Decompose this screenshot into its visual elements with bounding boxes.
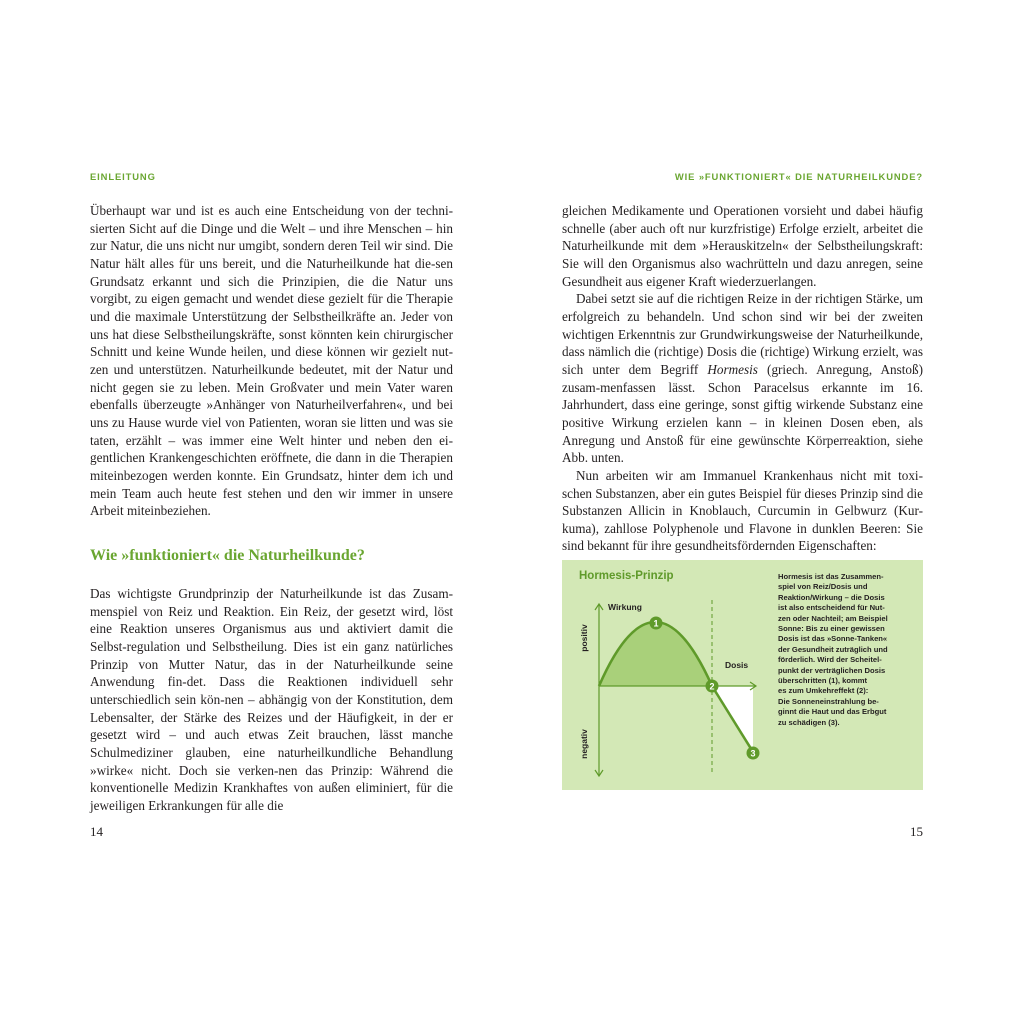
section-heading: Wie »funktioniert« die Naturheilkunde? — [90, 547, 365, 564]
right-text-column — [562, 202, 923, 555]
text-line: nen – abhängig von der Konstitution, dem Lebensalter, der Stärke — [90, 691, 453, 725]
text-line: gleichen Medikamente und Operationen vorsieht und dabei häufig — [562, 203, 923, 218]
text-line: etwas Zeit brauchen, lässt manche Schulmediziner glauben, eine — [90, 727, 454, 760]
text-line: ebenfalls überzeugte »Anhänger von Naturheilverfahren«, und bei — [90, 397, 453, 413]
text-line: Gesundheit aus eigener Kraft wiederzuerlangen. — [562, 273, 817, 289]
text-line: det. Dass die Reaktionen individuell sehr unterschiedlich sein kön- — [90, 674, 453, 707]
text-line: schen Substanzen, aber ein gutes Beispiel für dieses Prinzip sind — [562, 485, 904, 501]
left-paragraph-1 — [90, 202, 453, 520]
text-fragment: sich unter dem Begriff — [562, 361, 708, 377]
caption-line: Sonne: Bis zu einer gewissen — [778, 624, 885, 634]
text-line: uns hat diese Selbstheilungskräfte, sonst könnten kein chirurgischer — [90, 326, 453, 342]
text-line: regulation und Selbstheilung. Dies ist ein ganz natürliches Prinzip — [90, 638, 453, 672]
text-line: Naturheilkunde mit dem »Herauskitzeln« der Selbstheilungskraft: — [562, 238, 923, 254]
text-line: nen das Prinzip: Während die konventionelle Medizin Krankhaftes — [90, 762, 453, 796]
text-line: Schnitt und keine Wunde heilen, und diese können wir gezielt nut- — [90, 344, 453, 360]
figure-title: Hormesis-Prinzip — [579, 570, 674, 582]
text-line: nicht gegen sie zu leben. Mein Großvater und mein Vater waren — [90, 379, 453, 395]
text-line: Arbeit miteinbeziehen. — [90, 503, 211, 519]
caption-line: der Gesundheit zuträglich und — [778, 644, 888, 654]
caption-line: es zum Umkehreffekt (2): — [778, 686, 869, 696]
text-fragment: Hormesis — [707, 361, 758, 377]
caption-line: ist also entscheidend für Nut- — [778, 603, 885, 613]
text-line: des Reizes und der Häufigkeit, in der er gesetzt wird – und auch — [90, 709, 454, 743]
running-head-left: EINLEITUNG — [90, 171, 156, 182]
text-line: Sie will den Organismus also wachrütteln und dazu anregen, seine — [562, 255, 923, 271]
running-head-right: WIE »FUNKTIONIERT« DIE NATURHEILKUNDE? — [674, 171, 923, 182]
text-line: uns zu Hause wurde viel von Patienten, woran sie litten und was — [90, 414, 435, 430]
caption-line: überschritten (1), kommt — [778, 676, 868, 686]
text-line: Das wichtigste Grundprinzip der Naturheilkunde ist das Zusam- — [90, 586, 453, 601]
text-line: Reaktion unseres Organismus aus und aktiviert damit die Selbst- — [90, 621, 454, 654]
text-line: kuma), zahllose Polyphenole und Flavone in dunklen Beeren: Sie — [562, 520, 923, 536]
page-number-left: 14 — [90, 824, 103, 839]
text-line: und die maximale Unterstützung der Selbstheilkräfte an. Jeder von — [90, 308, 453, 324]
text-line: schnelle (aber auch oft nur kurzfristige) Erfolge erzielt, arbeitet die — [562, 220, 923, 236]
text-line: menfassen lässt. Schon Paracelsus erkannte im 16. Jahrhundert, dass — [562, 379, 923, 413]
label-negativ: negativ — [579, 729, 589, 759]
left-paragraph-2 — [90, 585, 453, 815]
text-line: Die Natur hält alles für uns bereit, und die Naturheilkunde hat die- — [90, 238, 454, 271]
caption-line: Reaktion/Wirkung – die Dosis — [778, 592, 885, 602]
text-line: wichtigen Erkenntnis zur Grundwirkungsweise der Naturheilkunde, — [562, 326, 923, 342]
text-line: menspiel von Reiz und Reaktion. Ein Reiz, der gesetzt wird, löst eine — [90, 603, 453, 637]
label-wirkung: Wirkung — [608, 602, 642, 612]
text-line: sierten Sicht auf die Dinge und die Welt – und ihre Menschen – hin — [90, 220, 453, 236]
text-line: sen Grundsatz erkannt und sich die Prinzipien, die die Natur uns — [90, 255, 453, 289]
right-paragraph-3 — [562, 467, 923, 555]
caption-line: förderlich. Wird der Scheitel- — [778, 655, 882, 665]
text-line: vorgibt, zu eigen gemacht und wendet diese gezielt für die Therapie — [90, 291, 453, 307]
marker-2-label: 2 — [709, 681, 715, 692]
text-line: die Substanzen Allicin in Knoblauch, Curcumin in Gelbwurz (Kur- — [562, 485, 924, 519]
right-paragraph-1 — [562, 202, 923, 290]
text-line: erzielen kann – in kleinen Dosen eben, als Anregung und Anstoß — [562, 414, 923, 448]
label-dosis: Dosis — [725, 660, 749, 670]
caption-line: Die Sonneneinstrahlung be- — [778, 696, 879, 706]
text-line: zur Natur, die uns nicht nur umgibt, sondern deren Teil wir sind. — [90, 238, 431, 254]
page-number-right: 15 — [910, 824, 923, 839]
caption-line: Dosis ist das »Sonne-Tanken« — [778, 634, 888, 644]
text-line: Dabei setzt sie auf die richtigen Reize in der richtigen Stärke, — [576, 291, 903, 307]
text-fragment: (griech. Anregung, Anstoß) zusam- — [562, 361, 923, 395]
caption-line: spiel von Reiz/Dosis und — [778, 582, 868, 592]
figure-caption — [778, 572, 918, 728]
right-paragraph-2 — [562, 290, 923, 467]
caption-line: Hormesis ist das Zusammen- — [778, 572, 884, 581]
caption-line: zu schädigen (3). — [778, 717, 840, 727]
text-line: sie taten, erzählt – was immer eine Welt hinter und neben den ei- — [90, 414, 453, 448]
hormesis-chart — [562, 560, 782, 790]
text-line: miteinbezogen werden konnte. Ein Grundsatz, hinter dem ich und — [90, 467, 453, 483]
text-line: dass nämlich die (richtige) Dosis die (richtige) Wirkung erzielt, was — [562, 344, 923, 360]
text-line: von außen eliminiert, für die jeweiligen Erkrankungen für alle die — [90, 780, 454, 813]
text-line: naturheilkundliche Behandlung »wirke« nicht. Doch sie verken- — [90, 744, 453, 778]
text-line: mein Team auch heute fest stehen und den wir immer in unsere — [90, 485, 453, 501]
marker-3-label: 3 — [750, 748, 756, 759]
label-positiv: positiv — [579, 624, 589, 652]
hormesis-figure — [562, 560, 923, 790]
text-line: Überhaupt war und ist es auch eine Entscheidung von der techni- — [90, 203, 453, 218]
caption-line: zen oder Nachteil; am Beispiel — [778, 613, 888, 623]
marker-1-label: 1 — [653, 618, 659, 629]
caption-line: ginnt die Haut und das Erbgut — [778, 707, 887, 717]
text-line: sind bekannt für ihre gesundheitsfördernden Eigenschaften: — [562, 538, 877, 554]
caption-line: punkt der verträglichen Dosis — [778, 665, 886, 675]
text-line: Nun arbeiten wir am Immanuel Krankenhaus nicht mit toxi- — [576, 467, 923, 483]
text-line: eine geringe, sonst giftig wirkende Substanz eine positive Wirkung — [562, 397, 924, 430]
text-line: um erfolgreich zu behandeln. Und schon sind wir bei der zweiten — [562, 291, 924, 324]
text-line: zen und unterstützen. Naturheilkunde bedeutet, mit der Natur und — [90, 361, 453, 377]
text-line: von Mutter Natur, das in der Naturheilkunde seine Anwendung fin- — [90, 656, 453, 690]
text-line: gentlichen Krankengeschichten eröffnete, die dann in die Therapien — [90, 450, 453, 466]
text-line: für eine gewünschte Körperreaktion, siehe Abb. unten. — [562, 432, 923, 466]
